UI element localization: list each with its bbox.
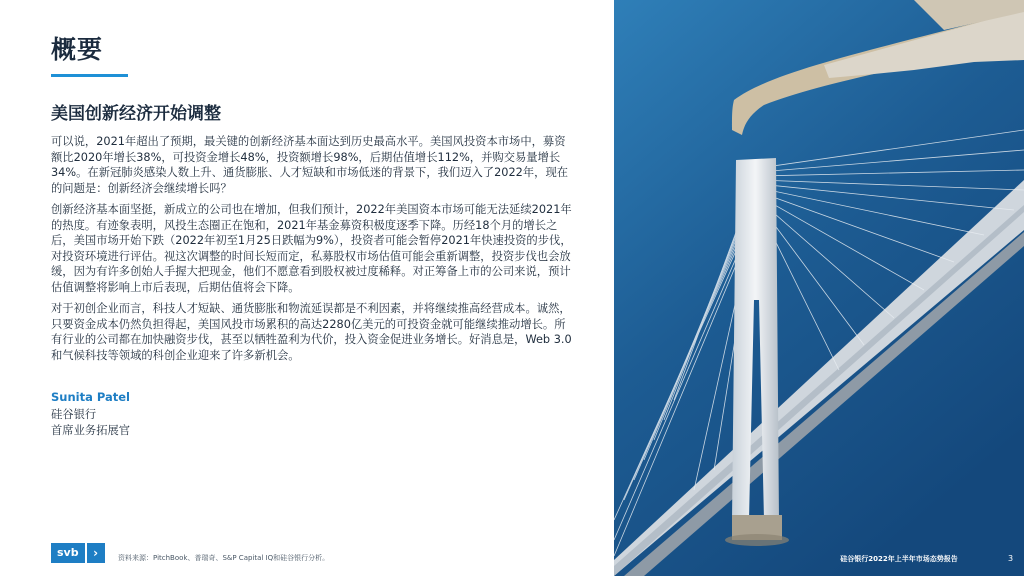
section-heading: 美国创新经济开始调整 bbox=[51, 104, 221, 124]
bridge-photo bbox=[614, 0, 1024, 576]
page-number: 3 bbox=[1008, 554, 1014, 563]
page-title: 概要 bbox=[51, 35, 104, 64]
paragraph-2: 创新经济基本面坚挺，新成立的公司也在增加，但我们预计，2022年美国资本市场可能无法延续2021年的热度。有迹象表明，风投生态圈正在饱和，2021年基金募资积极度逐季下降。历经18个月的增长之后，美国市场开始下跌（2022年初至1月25日跌幅为9%），投资者可能会暂停2021年快速投资的步伐，对投资环境进行评估。视这次调整的时间长短而定，私募股权市场估值可能会重新调整，投资步伐也会放缓，因为有许多创始人手握大把现金，他们不愿意看到股权被过度稀释。对正筹备上市的公司来说，预计估值调整将影响上市后表现，后期估值将会下降。 bbox=[51, 203, 572, 294]
bridge-illustration bbox=[614, 0, 1024, 576]
signature-org: 硅谷银行 bbox=[51, 408, 97, 421]
signature-name: Sunita Patel bbox=[51, 390, 130, 404]
body-text bbox=[51, 134, 573, 369]
title-underline bbox=[51, 74, 128, 77]
signature-title: 首席业务拓展官 bbox=[51, 424, 131, 437]
chevron-right-icon: › bbox=[87, 543, 105, 563]
paragraph-1: 可以说，2021年超出了预期，最关键的创新经济基本面达到历史最高水平。美国风投资本市场中，募资额比2020年增长38%，可投资金增长48%，投资额增长98%，后期估值增长112%，并购交易量增长34%。在新冠肺炎感染人数上升、通货膨胀、人才短缺和市场低迷的背景下，我们迈入了2022年，现在的问题是：创新经济会继续增长吗？ bbox=[51, 135, 569, 195]
svb-logo bbox=[51, 543, 105, 563]
source-note: 资料来源：PitchBook、普瑞奇、S&P Capital IQ和硅谷银行分析。 bbox=[118, 554, 330, 562]
report-label: 硅谷银行2022年上半年市场态势报告 bbox=[840, 555, 958, 563]
paragraph-3: 对于初创企业而言，科技人才短缺、通货膨胀和物流延误都是不利因素，并将继续推高经营成本。诚然，只要资金成本仍然负担得起，美国风投市场累积的高达2280亿美元的可投资金就可能继续推动增长。所有行业的公司都在加快融资步伐，甚至以牺牲盈利为代价，投入资金促进业务增长。好消息是，Web 3.0和气候科技等领域的科创企业迎来了许多新机会。 bbox=[51, 302, 572, 362]
logo-wordmark: svb bbox=[51, 543, 85, 563]
